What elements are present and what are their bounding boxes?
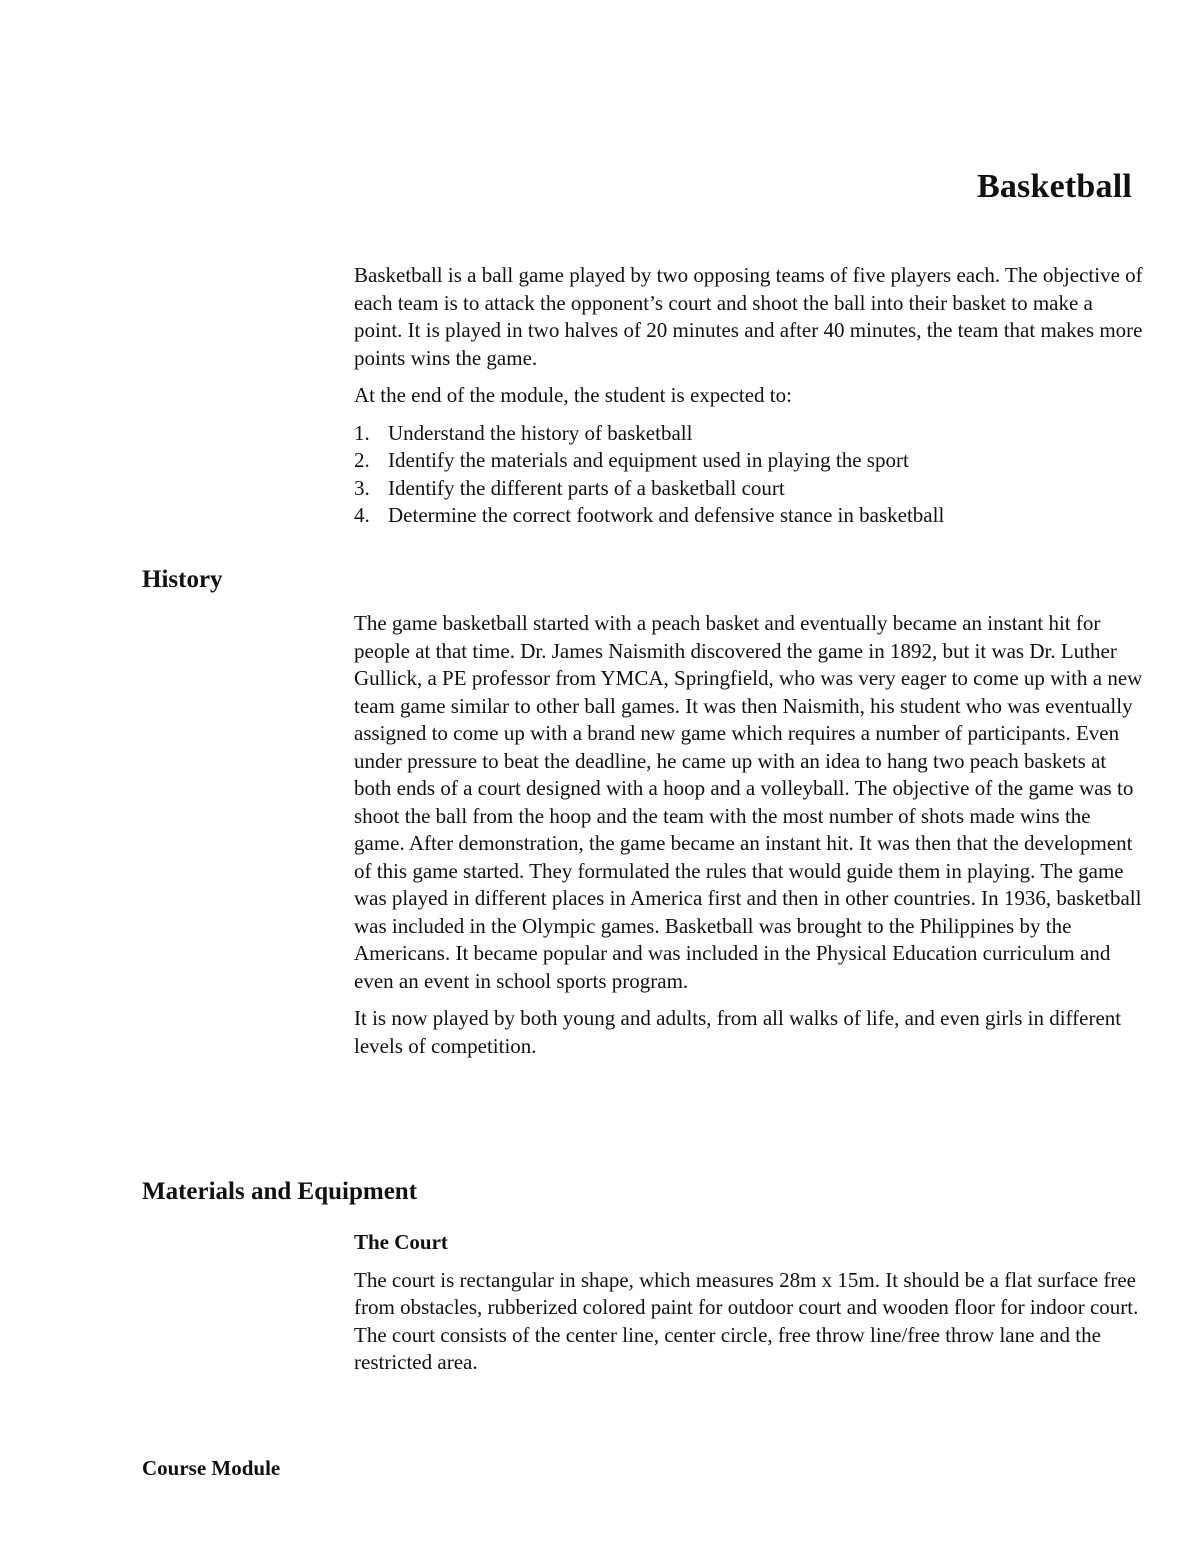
list-item [354,502,1144,530]
court-paragraph: The court is rectangular in shape, which measures 28m x 15m. It should be a flat surface free from obstacles, rubberized colored paint for outdoor court and wooden floor for indoor court. The court consists of the center line, center circle, free throw line/free throw lane and the restricted area. [354,1267,1139,1374]
list-item-number: 3. [354,475,370,500]
objectives-list [354,420,1144,530]
list-item-number: 1. [354,420,370,445]
court-subheading: The Court [354,1230,448,1254]
intro-paragraph: Basketball is a ball game played by two opposing teams of five players each. The objective of each team is to attack the opponent’s court and shoot the ball into their basket to make a point. It is played in two halves of 20 minutes and after 40 minutes, the team that makes more points wins the game. [354,263,1143,370]
footer-course-module: Course Module [142,1456,281,1480]
intro-section [354,262,1144,530]
list-item-text: Understand the history of basketball [388,420,693,445]
objectives-lead: At the end of the module, the student is expected to: [354,383,792,407]
court-section [354,1229,1144,1387]
history-paragraph-2: It is now played by both young and adults, from all walks of life, and even girls in different levels of competition. [354,1006,1122,1058]
list-item-number: 4. [354,503,370,527]
list-item-number: 2. [354,448,370,472]
list-item-text: Identify the different parts of a basketball court [388,475,785,500]
materials-heading: Materials and Equipment [142,1178,418,1205]
history-heading: History [142,566,223,593]
page-title: Basketball [976,168,1132,205]
list-item-text: Identify the materials and equipment used in playing the sport [388,448,909,472]
list-item [354,420,1144,448]
history-paragraph: The game basketball started with a peach basket and eventually became an instant hit for people at that time. Dr. James Naismith discovered the game in 1892, but it was Dr. Luther Gullick, a PE professor from YMCA, Springfield, who was very eager to come up with a new team game similar to other ball games. It was then Naismith, his student who was eventually assigned to come up with a brand new game which requires a number of participants. Even under pressure to beat the deadline, he came up with an idea to hang two peach baskets at both ends of a court designed with a hoop and a volleyball. The objective of the game was to shoot the ball from the hoop and the team with the most number of shots made wins the game. After demonstration, the game became an instant hit. It was then that the development of this game started. They formulated the rules that would guide them in playing. The game was played in different places in America first and then in other countries. In 1936, basketball was included in the Olympic games. Basketball was brought to the Philippines by the Americans. It became popular and was included in the Physical Education curriculum and even an event in school sports program. [354,611,1143,993]
list-item [354,475,1144,503]
list-item [354,447,1144,475]
list-item-text: Determine the correct footwork and defensive stance in basketball [388,503,945,527]
history-section [354,610,1144,1070]
